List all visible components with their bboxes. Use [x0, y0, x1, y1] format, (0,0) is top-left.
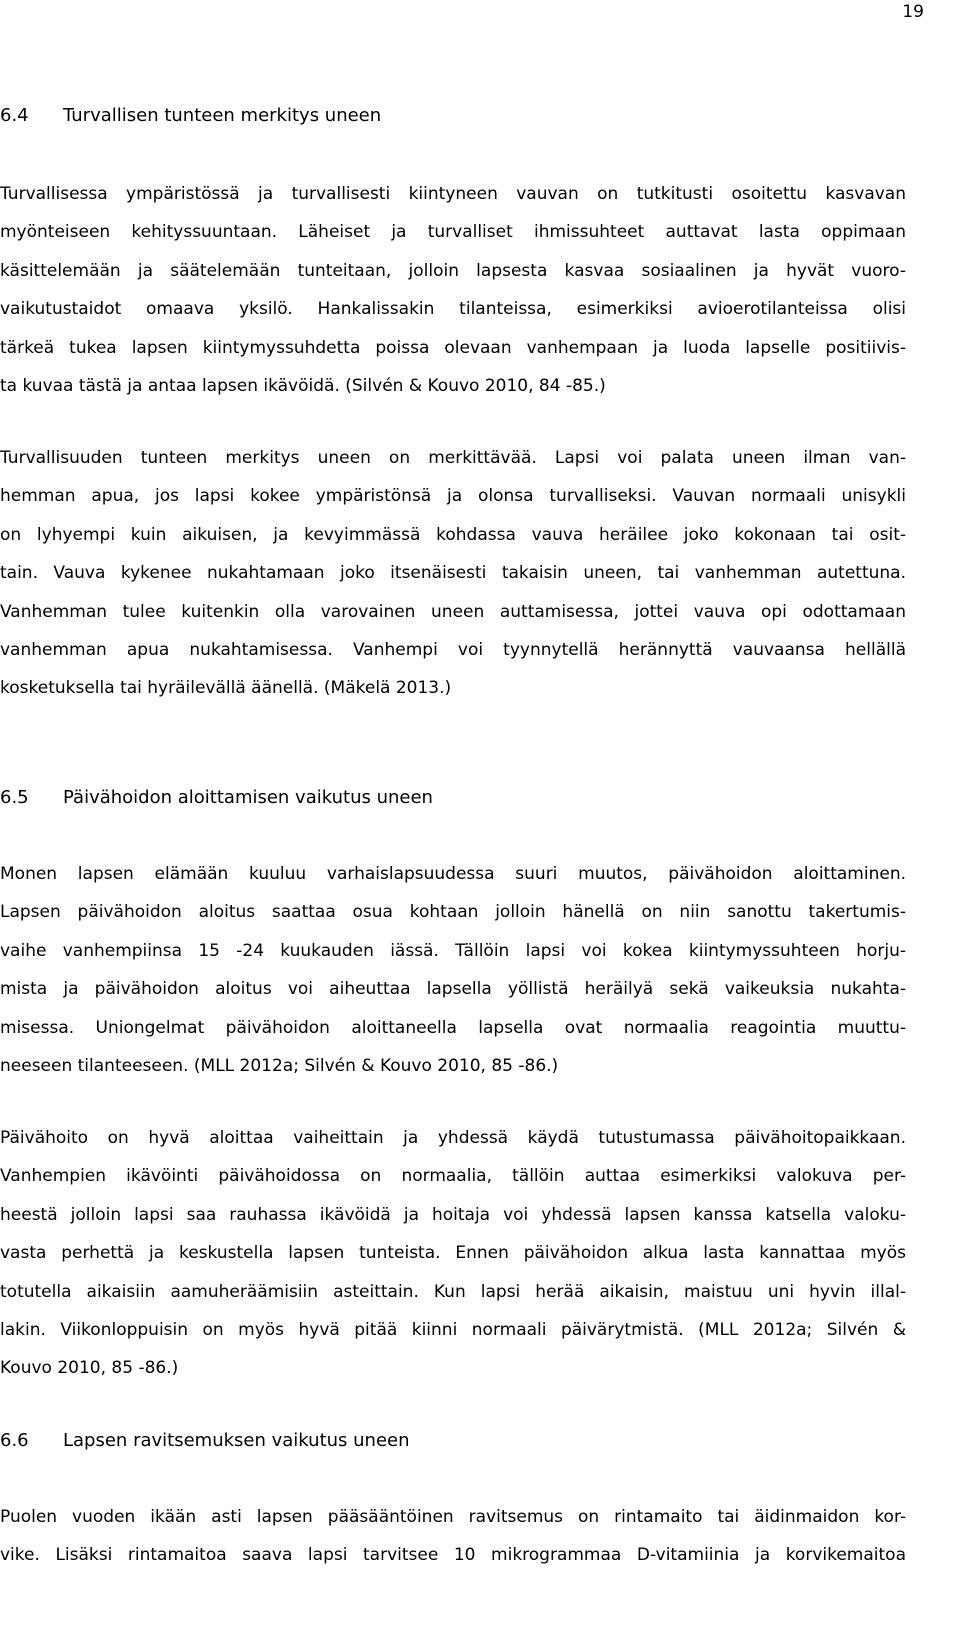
text-line: Päivähoito on hyvä aloittaa vaiheittain ja yhdessä käydä tutustumassa päivähoitopaikkaan. — [0, 1128, 906, 1148]
text-line: ta kuvaa tästä ja antaa lapsen ikävöidä. (Silvén & Kouvo 2010, 84 -85.) — [0, 375, 606, 396]
paragraph-6-6-1 — [0, 1498, 906, 1575]
text-line: kosketuksella tai hyräilevällä äänellä. (Mäkelä 2013.) — [0, 678, 452, 699]
section-heading-6-5 — [0, 779, 433, 817]
text-line: Turvallisuuden tunteen merkitys uneen on merkittävää. Lapsi voi palata uneen ilman van- — [0, 448, 906, 468]
text-line: misessa. Uniongelmat päivähoidon aloittaneella lapsella ovat normaalia reagointia muuttu- — [0, 1017, 906, 1038]
section-title: Päivähoidon aloittamisen vaikutus uneen — [63, 787, 433, 808]
text-line: mista ja päivähoidon aloitus voi aiheuttaa lapsella yöllistä heräilyä sekä vaikeuksia nukahta- — [0, 979, 906, 1000]
text-line: totutella aikaisiin aamuheräämisiin asteittain. Kun lapsi herää aikaisin, maistuu uni hyvin illal- — [0, 1281, 906, 1302]
section-title: Lapsen ravitsemuksen vaikutus uneen — [63, 1430, 410, 1451]
text-line: käsittelemään ja säätelemään tunteitaan, jolloin lapsesta kasvaa sosiaalinen ja hyvät vuoro- — [0, 260, 906, 281]
text-line: myönteiseen kehityssuuntaan. Läheiset ja turvalliset ihmissuhteet auttavat lasta oppimaan — [0, 222, 906, 243]
text-line: vike. Lisäksi rintamaitoa saava lapsi tarvitsee 10 mikrogrammaa D-vitamiinia ja korvikemaitoa — [0, 1545, 906, 1566]
paragraph-6-4-1 — [0, 175, 906, 405]
text-line: neeseen tilanteeseen. (MLL 2012a; Silvén & Kouvo 2010, 85 -86.) — [0, 1055, 559, 1076]
text-line: vaihe vanhempiinsa 15 -24 kuukauden iässä. Tällöin lapsi voi kokea kiintymyssuhteen horju- — [0, 940, 906, 961]
section-title: Turvallisen tunteen merkitys uneen — [63, 105, 382, 126]
text-line: Puolen vuoden ikään asti lapsen pääsääntöinen ravitsemus on rintamaito tai äidinmaidon kor- — [0, 1507, 906, 1527]
text-line: lakin. Viikonloppuisin on myös hyvä pitää kiinni normaali päivärytmistä. (MLL 2012a; Silvén & — [0, 1319, 906, 1340]
text-line: Lapsen päivähoidon aloitus saattaa osua kohtaan jolloin hänellä on niin sanottu takertumis- — [0, 902, 906, 923]
text-line: Vanhempien ikävöinti päivähoidossa on normaalia, tällöin auttaa esimerkiksi valokuva per- — [0, 1166, 906, 1187]
text-line: Kouvo 2010, 85 -86.) — [0, 1358, 179, 1379]
paragraph-6-4-2 — [0, 439, 906, 708]
text-line: vaikutustaidot omaava yksilö. Hankalissakin tilanteissa, esimerkiksi avioerotilanteissa olisi — [0, 299, 906, 320]
section-number: 6.5 — [0, 787, 29, 808]
text-line: Turvallisessa ympäristössä ja turvallisesti kiintyneen vauvan on tutkitusti osoitettu kasvavan — [0, 184, 906, 204]
text-line: on lyhyempi kuin aikuisen, ja kevyimmässä kohdassa vauva heräilee joko kokonaan tai osit- — [0, 524, 906, 545]
text-line: Vanhemman tulee kuitenkin olla varovainen uneen auttamisessa, jottei vauva opi odottamaan — [0, 601, 906, 622]
text-line: hemman apua, jos lapsi kokee ympäristönsä ja olonsa turvalliseksi. Vauvan normaali unisykli — [0, 486, 906, 507]
text-line: tain. Vauva kykenee nukahtamaan joko itsenäisesti takaisin uneen, tai vanhemman autettuna. — [0, 563, 906, 584]
text-line: Monen lapsen elämään kuuluu varhaislapsuudessa suuri muutos, päivähoidon aloittaminen. — [0, 864, 906, 884]
section-number: 6.6 — [0, 1430, 29, 1451]
text-line: heestä jolloin lapsi saa rauhassa ikävöidä ja hoitaja voi yhdessä lapsen kanssa katsella valoku- — [0, 1204, 906, 1225]
section-number: 6.4 — [0, 105, 29, 126]
paragraph-6-5-2 — [0, 1119, 906, 1388]
text-line: vasta perhettä ja keskustella lapsen tunteista. Ennen päivähoidon alkua lasta kannattaa myös — [0, 1243, 906, 1264]
text-line: tärkeä tukea lapsen kiintymyssuhdetta poissa olevaan vanhempaan ja luoda lapselle positiivis- — [0, 337, 906, 358]
paragraph-6-5-1 — [0, 855, 906, 1085]
page-number: 19 — [902, 2, 924, 22]
section-heading-6-6 — [0, 1422, 410, 1460]
text-line: vanhemman apua nukahtamisessa. Vanhempi voi tyynnytellä herännyttä vauvaansa hellällä — [0, 639, 906, 660]
section-heading-6-4 — [0, 97, 381, 135]
